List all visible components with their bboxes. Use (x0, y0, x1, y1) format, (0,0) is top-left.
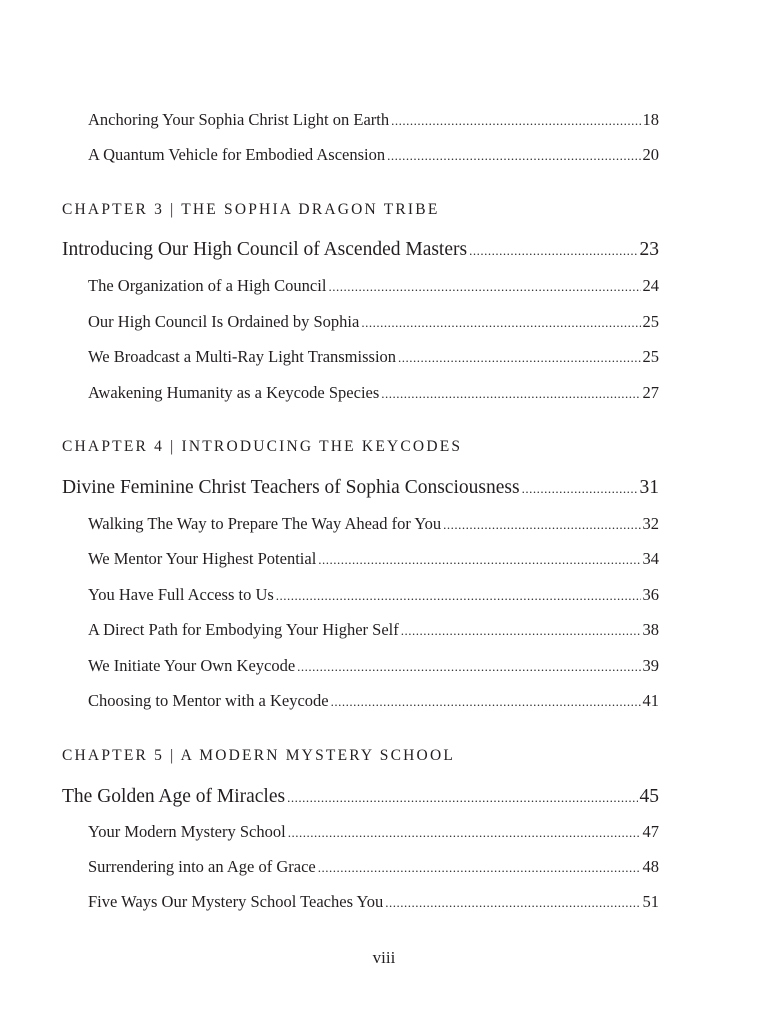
dot-leader (387, 148, 640, 164)
dot-leader (401, 623, 641, 639)
chapter-heading: CHAPTER 5 | A MODERN MYSTERY SCHOOL (62, 747, 456, 764)
toc-entry[interactable] (62, 110, 659, 130)
toc-entry-title: Awakening Humanity as a Keycode Species (88, 383, 380, 402)
toc-entry[interactable] (62, 656, 659, 676)
toc-entry[interactable] (62, 549, 659, 569)
dot-leader (443, 517, 640, 533)
toc-entry-page: 31 (639, 477, 659, 498)
toc-entry-title: The Organization of a High Council (88, 276, 327, 295)
toc-entry-title: Our High Council Is Ordained by Sophia (88, 312, 360, 331)
toc-entry-page: 24 (642, 276, 659, 295)
dot-leader (318, 552, 640, 568)
toc-entry-title: The Golden Age of Miracles (62, 786, 286, 807)
toc-entry[interactable] (62, 347, 659, 367)
dot-leader (522, 481, 638, 497)
toc-entry[interactable] (62, 857, 659, 877)
toc-entry-title: We Initiate Your Own Keycode (88, 656, 296, 675)
toc-entry[interactable] (62, 514, 659, 534)
toc-entry-title: Walking The Way to Prepare The Way Ahead for You (88, 514, 442, 533)
toc-entry-title: Surrendering into an Age of Grace (88, 857, 316, 876)
toc-entry-page: 32 (642, 514, 659, 533)
toc-entry-title: We Broadcast a Multi-Ray Light Transmission (88, 347, 397, 366)
dot-leader (297, 659, 640, 675)
dot-leader (328, 279, 640, 295)
toc-entry[interactable] (62, 822, 659, 842)
toc-entry-page: 51 (642, 892, 659, 911)
toc-main-entry[interactable] (62, 239, 659, 261)
toc-entry-title: Choosing to Mentor with a Keycode (88, 691, 329, 710)
toc-entry[interactable] (62, 145, 659, 165)
toc-entry-title: Introducing Our High Council of Ascended Masters (62, 239, 468, 260)
toc-entry[interactable] (62, 276, 659, 296)
dot-leader (288, 825, 641, 841)
toc-entry-title: Five Ways Our Mystery School Teaches You (88, 892, 384, 911)
toc-entry[interactable] (62, 383, 659, 403)
dot-leader (398, 350, 640, 366)
dot-leader (318, 860, 641, 876)
toc-entry-title: Your Modern Mystery School (88, 822, 286, 841)
toc-entry-page: 48 (642, 857, 659, 876)
dot-leader (381, 386, 640, 402)
chapter-heading: CHAPTER 3 | THE SOPHIA DRAGON TRIBE (62, 201, 440, 218)
toc-entry-page: 36 (642, 585, 659, 604)
dot-leader (391, 113, 640, 129)
dot-leader (276, 588, 641, 604)
toc-entry-title: Divine Feminine Christ Teachers of Sophia Consciousness (62, 477, 520, 498)
chapter-heading: CHAPTER 4 | INTRODUCING THE KEYCODES (62, 438, 463, 455)
toc-entry-page: 20 (642, 145, 659, 164)
toc-main-entry[interactable] (62, 477, 659, 499)
toc-entry[interactable] (62, 312, 659, 332)
toc-entry-page: 41 (642, 691, 659, 710)
toc-entry-page: 27 (642, 383, 659, 402)
toc-entry-title: We Mentor Your Highest Potential (88, 549, 317, 568)
page-number: viii (372, 948, 396, 967)
toc-entry-page: 23 (639, 239, 659, 260)
toc-entry-page: 25 (642, 312, 659, 331)
dot-leader (469, 243, 637, 259)
toc-entry-title: Anchoring Your Sophia Christ Light on Earth (88, 110, 390, 129)
toc-main-entry[interactable] (62, 786, 659, 808)
toc-entry-title: A Quantum Vehicle for Embodied Ascension (88, 145, 386, 164)
toc-entry-page: 34 (642, 549, 659, 568)
toc-entry[interactable] (62, 620, 659, 640)
toc-entry-page: 38 (642, 620, 659, 639)
dot-leader (385, 895, 640, 911)
toc-entry-page: 18 (642, 110, 659, 129)
toc-entry[interactable] (62, 691, 659, 711)
toc-entry-title: A Direct Path for Embodying Your Higher Self (88, 620, 399, 639)
toc-entry[interactable] (62, 585, 659, 605)
toc-entry-page: 47 (642, 822, 659, 841)
toc-entry-page: 45 (639, 786, 659, 807)
toc-entry-title: You Have Full Access to Us (88, 585, 274, 604)
toc-entry-page: 25 (642, 347, 659, 366)
dot-leader (287, 790, 637, 806)
toc-entry[interactable] (62, 892, 659, 912)
dot-leader (331, 694, 641, 710)
dot-leader (361, 315, 640, 331)
toc-entry-page: 39 (642, 656, 659, 675)
